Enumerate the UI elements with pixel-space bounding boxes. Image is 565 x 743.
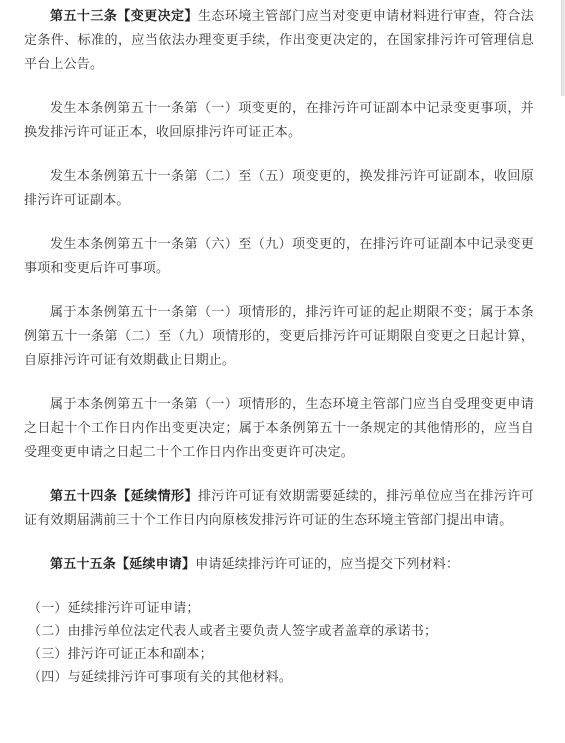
article-54-heading: 第五十四条【延续情形】 xyxy=(50,489,198,504)
article-53-paragraph-1: 生态环境主管部门应当对变更申请材料进行审查，符合法定条件、标准的，应当依法办理变更手续，作出变更决定的，在国家排污许可管理信息平台上公告。 xyxy=(24,9,534,72)
list-item: （一）延续排污许可证申请； xyxy=(28,601,200,616)
article-53-paragraph-3: 发生本条例第五十一条第（二）至（五）项变更的，换发排污许可证副本，收回原排污许可证副本。 xyxy=(24,169,534,208)
article-54-paragraph-1: 排污许可证有效期需要延续的，排污单位应当在排污许可证有效期届满前三十个工作日内向原核发排污许可证的生态环境主管部门提出申请。 xyxy=(24,489,534,528)
article-53-paragraph-5: 属于本条例第五十一条第（一）项情形的，排污许可证的起止期限不变；属于本条例第五十一条第（二）至（九）项情形的，变更后排污许可证期限自变更之日起计算，自原排污许可证有效期截止日期止。 xyxy=(24,305,534,368)
list-item: （四）与延续排污许可事项有关的其他材料。 xyxy=(28,670,293,685)
scrollbar-edge[interactable] xyxy=(561,0,565,96)
article-55 xyxy=(24,553,534,577)
article-53-paragraph-2: 发生本条例第五十一条第（一）项变更的，在排污许可证副本中记录变更事项，并换发排污许可证正本，收回原排污许可证正本。 xyxy=(24,101,534,140)
article-53-paragraph-4: 发生本条例第五十一条第（六）至（九）项变更的，在排污许可证副本中记录变更事项和变更后许可事项。 xyxy=(24,237,534,276)
list-item: （三）排污许可证正本和副本； xyxy=(28,647,213,662)
document-content xyxy=(24,5,534,689)
list-item: （二）由排污单位法定代表人或者主要负责人签字或者盖章的承诺书； xyxy=(28,624,438,639)
article-53-intro xyxy=(24,5,534,77)
article-54 xyxy=(24,485,534,533)
article-55-paragraph-1: 申请延续排污许可证的，应当提交下列材料： xyxy=(195,557,460,572)
article-55-heading: 第五十五条【延续申请】 xyxy=(50,557,196,572)
article-55-materials-list xyxy=(24,597,534,689)
article-53-paragraph-6: 属于本条例第五十一条第（一）项情形的，生态环境主管部门应当自受理变更申请之日起十个工作日内作出变更决定；属于本条例第五十一条规定的其他情形的，应当自受理变更申请之日起二十个工作日内作出变更许可决定。 xyxy=(24,397,534,460)
article-53-heading: 第五十三条【变更决定】 xyxy=(50,9,198,24)
